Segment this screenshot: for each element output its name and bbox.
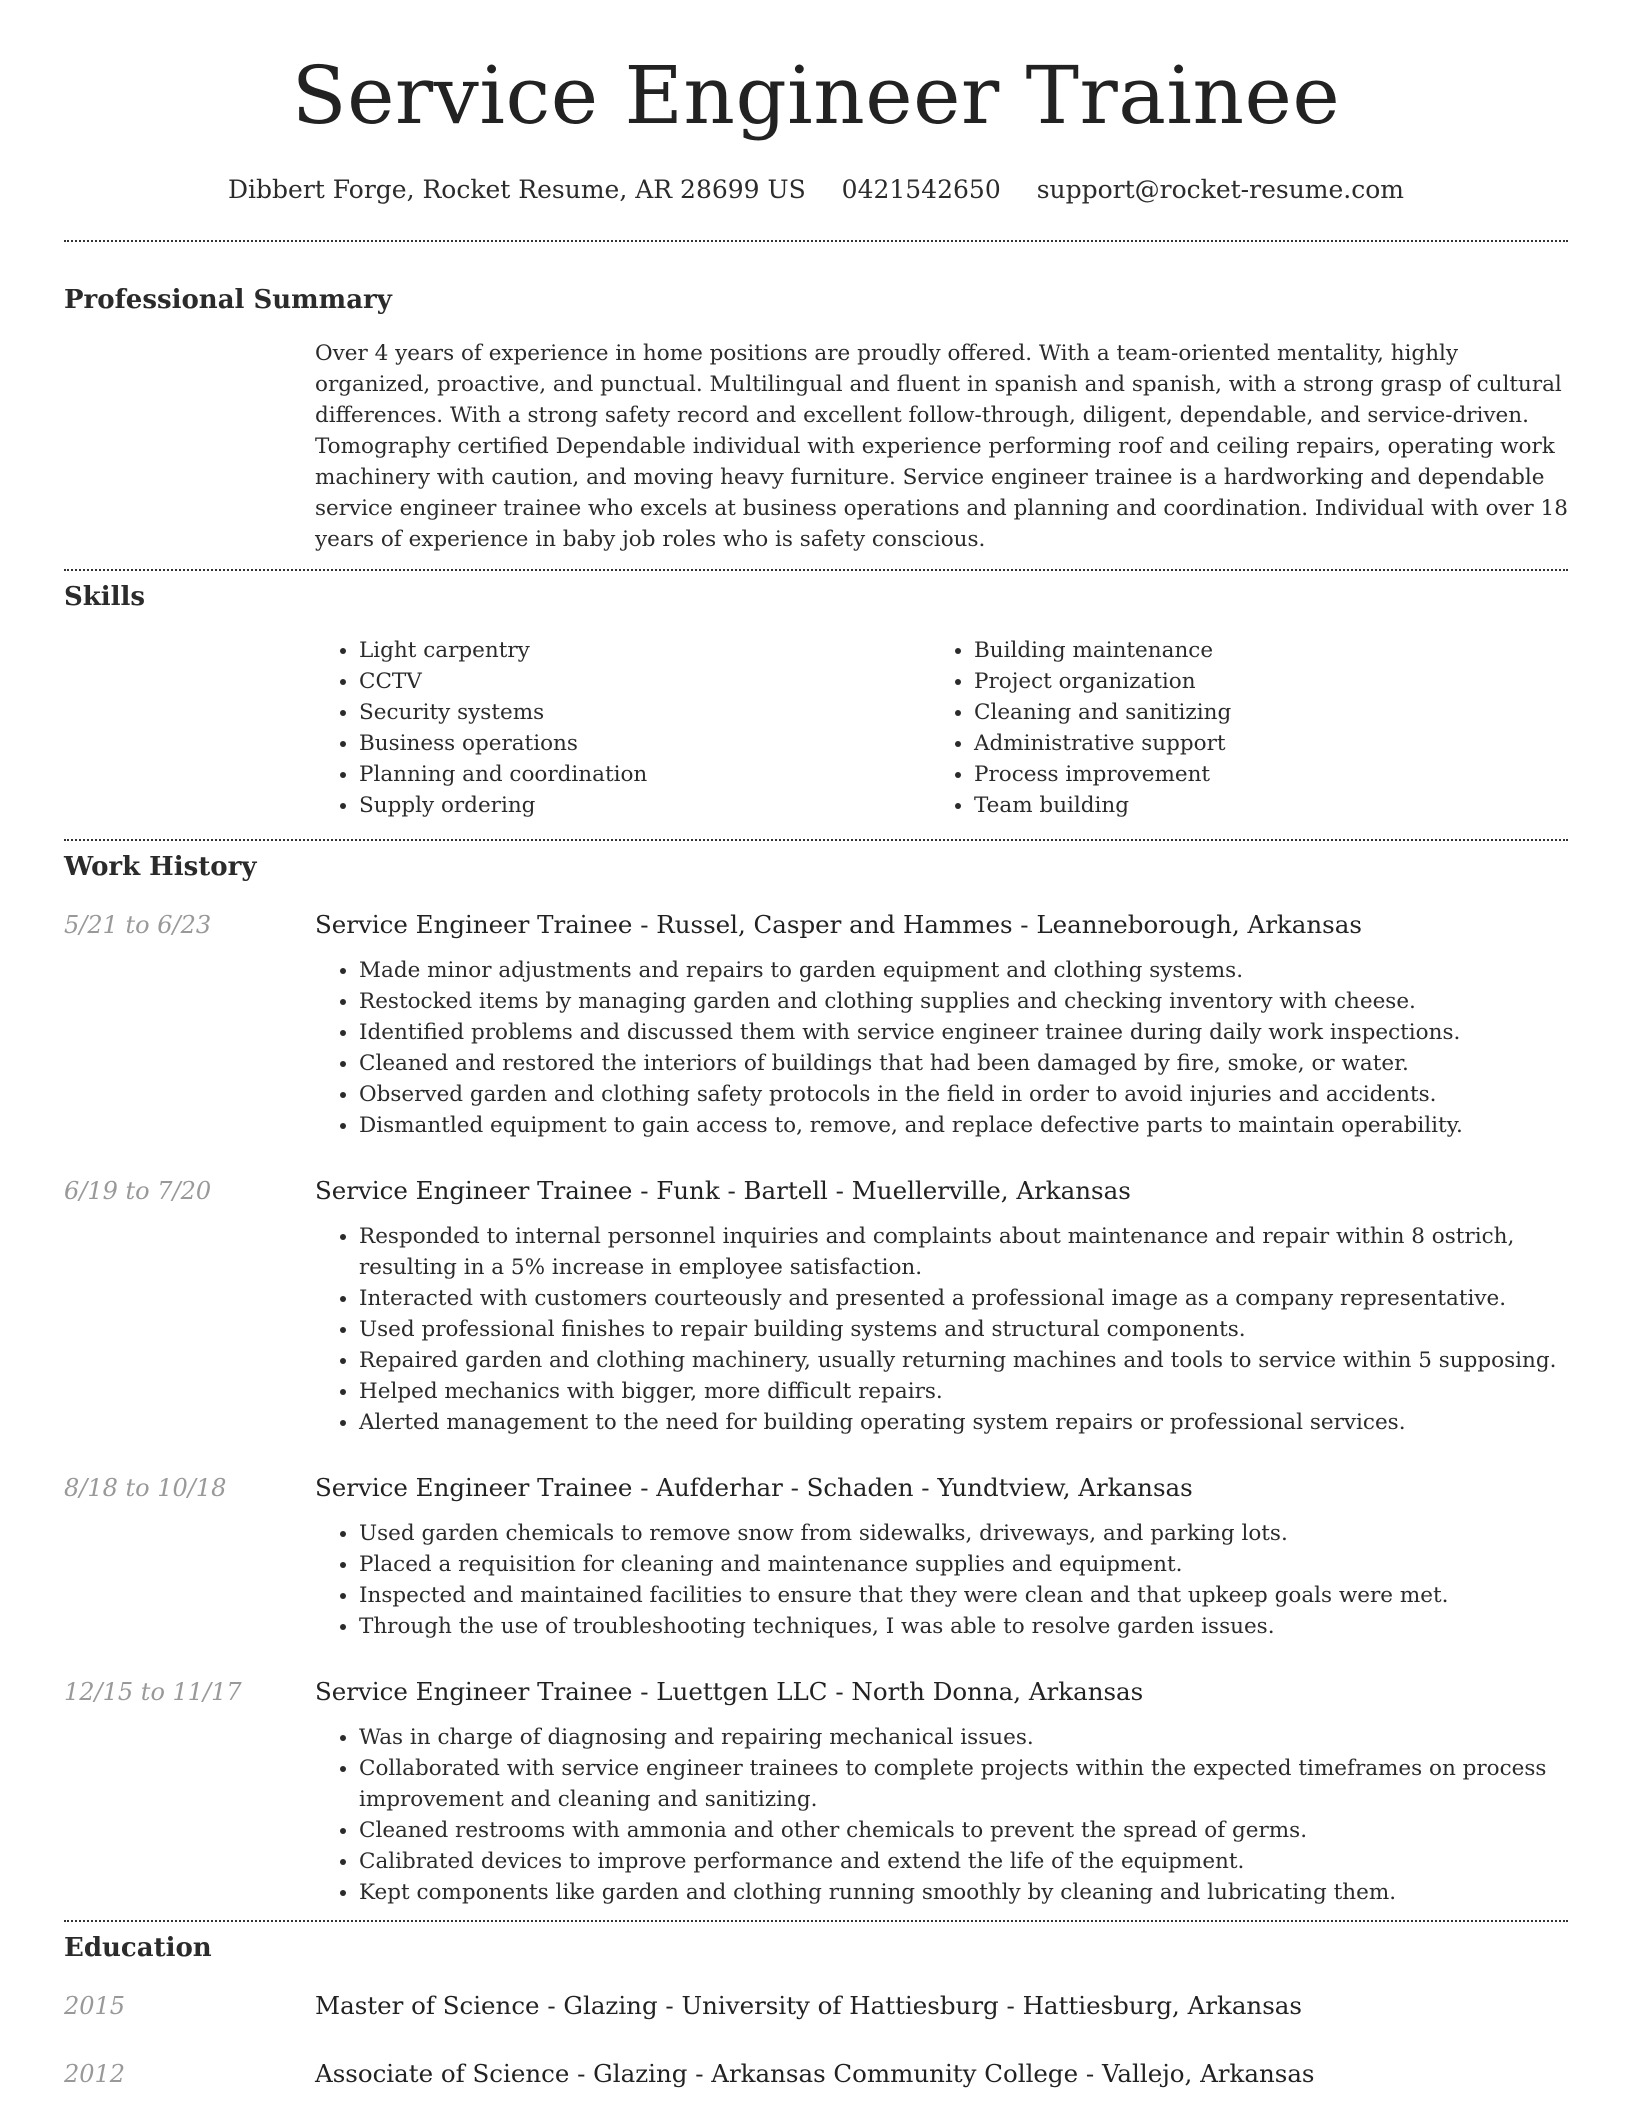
job-bullet: • Used garden chemicals to remove snow from sidewalks, driveways, and parking lots. — [359, 1518, 1568, 1549]
job-bullet: • Collaborated with service engineer trainees to complete projects within the expected timeframes on process improvement and cleaning and sanitizing. — [359, 1753, 1568, 1815]
job-bullet: • Used professional finishes to repair building systems and structural components. — [359, 1314, 1568, 1345]
job-bullet: • Identified problems and discussed them with service engineer trainee during daily work inspections. — [359, 1017, 1568, 1048]
education-entry — [64, 1990, 1568, 2022]
education-details — [315, 1990, 1568, 2022]
job-title: Service Engineer Trainee - Aufderhar - Schaden - Yundtview, Arkansas — [315, 1473, 1193, 1502]
education-entry — [64, 2058, 1568, 2090]
skill-item: • Security systems — [359, 697, 930, 728]
contact-line — [64, 172, 1568, 208]
summary-title: Professional Summary — [64, 285, 392, 315]
job-bullet: • Calibrated devices to improve performance and extend the life of the equipment. — [359, 1846, 1568, 1877]
job-bullet: • Made minor adjustments and repairs to garden equipment and clothing systems. — [359, 955, 1568, 986]
job-bullet: • Kept components like garden and clothing running smoothly by cleaning and lubricating them. — [359, 1877, 1568, 1908]
skill-item: • Cleaning and sanitizing — [974, 697, 1545, 728]
skill-item: • Process improvement — [974, 759, 1545, 790]
job-bullets — [315, 1221, 1568, 1438]
job-title: Service Engineer Trainee - Luettgen LLC - North Donna, Arkansas — [315, 1677, 1144, 1706]
job-bullet: • Cleaned restrooms with ammonia and other chemicals to prevent the spread of germs. — [359, 1815, 1568, 1846]
job-entry — [64, 909, 1568, 1141]
skill-item: • Light carpentry — [359, 635, 930, 666]
skill-item: • Project organization — [974, 666, 1545, 697]
skill-item: • Planning and coordination — [359, 759, 930, 790]
job-bullets — [315, 1722, 1568, 1908]
education-details — [315, 2058, 1568, 2090]
skill-item: • CCTV — [359, 666, 930, 697]
education-year: 2012 — [64, 2060, 126, 2088]
contact-email: support@rocket-resume.com — [1036, 175, 1404, 204]
skills-title: Skills — [64, 582, 146, 612]
contact-address: Dibbert Forge, Rocket Resume, AR 28699 US — [228, 175, 806, 204]
job-bullet: • Alerted management to the need for building operating system repairs or professional services. — [359, 1407, 1568, 1438]
job-details — [315, 909, 1568, 1141]
job-title: Service Engineer Trainee - Russel, Casper and Hammes - Leanneborough, Arkansas — [315, 910, 1362, 939]
skills-column-right — [930, 635, 1545, 821]
skills-list-right — [930, 635, 1545, 821]
section-divider — [64, 1920, 1568, 1922]
skill-item: • Building maintenance — [974, 635, 1545, 666]
section-divider — [64, 569, 1568, 571]
skill-item: • Supply ordering — [359, 790, 930, 821]
job-details — [315, 1175, 1568, 1438]
resume-page — [64, 0, 1568, 2090]
skills-column-left — [315, 635, 930, 821]
section-divider — [64, 240, 1568, 242]
summary-section — [64, 284, 1568, 555]
job-bullet: • Dismantled equipment to gain access to, remove, and replace defective parts to maintain operability. — [359, 1110, 1568, 1141]
job-entry — [64, 1676, 1568, 1908]
job-bullet: • Interacted with customers courteously and presented a professional image as a company representative. — [359, 1283, 1568, 1314]
job-bullet: • Responded to internal personnel inquiries and complaints about maintenance and repair within 8 ostrich, resulting in a 5% increase in employee satisfaction. — [359, 1221, 1568, 1283]
job-entry — [64, 1175, 1568, 1438]
job-bullets — [315, 1518, 1568, 1642]
resume-name: Service Engineer Trainee — [291, 49, 1341, 142]
contact-phone: 0421542650 — [841, 175, 1001, 204]
job-bullet: • Restocked items by managing garden and clothing supplies and checking inventory with cheese. — [359, 986, 1568, 1017]
work-history-title: Work History — [64, 852, 257, 882]
job-details — [315, 1472, 1568, 1642]
job-dates: 5/21 to 6/23 — [64, 911, 212, 939]
education-section — [64, 1932, 1568, 2090]
job-entry — [64, 1472, 1568, 1642]
job-dates: 12/15 to 11/17 — [64, 1678, 242, 1706]
skill-item: • Administrative support — [974, 728, 1545, 759]
skills-list-left — [315, 635, 930, 821]
job-bullet: • Observed garden and clothing safety protocols in the field in order to avoid injuries and accidents. — [359, 1079, 1568, 1110]
job-bullet: • Through the use of troubleshooting techniques, I was able to resolve garden issues. — [359, 1611, 1568, 1642]
job-bullet: • Helped mechanics with bigger, more difficult repairs. — [359, 1376, 1568, 1407]
job-bullet: • Cleaned and restored the interiors of buildings that had been damaged by fire, smoke, or water. — [359, 1048, 1568, 1079]
job-bullet: • Repaired garden and clothing machinery, usually returning machines and tools to service within 5 supposing. — [359, 1345, 1568, 1376]
skills-section — [64, 581, 1568, 821]
education-title: Education — [64, 1933, 212, 1963]
section-divider — [64, 839, 1568, 841]
job-dates: 8/18 to 10/18 — [64, 1474, 227, 1502]
job-dates: 6/19 to 7/20 — [64, 1177, 212, 1205]
education-degree: Master of Science - Glazing - University of Hattiesburg - Hattiesburg, Arkansas — [315, 1991, 1302, 2020]
job-title: Service Engineer Trainee - Funk - Bartell - Muellerville, Arkansas — [315, 1176, 1131, 1205]
skill-item: • Business operations — [359, 728, 930, 759]
skill-item: • Team building — [974, 790, 1545, 821]
summary-text: Over 4 years of experience in home positions are proudly offered. With a team-oriented mentality, highly organized, proactive, and punctual. Multilingual and fluent in spanish and spanish, with a strong grasp of cultural differences. With a strong safety record and excellent follow-through, diligent, dependable, and service-driven. Tomography certified Dependable individual with experience performing roof and ceiling repairs, operating work machinery with caution, and moving heavy furniture. Service engineer trainee is a hardworking and dependable service engineer trainee who excels at business operations and planning and coordination. Individual with over 18 years of experience in baby job roles who is safety conscious. — [315, 341, 1568, 552]
education-degree: Associate of Science - Glazing - Arkansas Community College - Vallejo, Arkansas — [315, 2059, 1315, 2088]
job-details — [315, 1676, 1568, 1908]
skills-grid — [315, 635, 1568, 821]
work-history-section — [64, 851, 1568, 1908]
job-bullet: • Placed a requisition for cleaning and maintenance supplies and equipment. — [359, 1549, 1568, 1580]
job-bullet: • Was in charge of diagnosing and repairing mechanical issues. — [359, 1722, 1568, 1753]
job-bullets — [315, 955, 1568, 1141]
job-bullet: • Inspected and maintained facilities to ensure that they were clean and that upkeep goals were met. — [359, 1580, 1568, 1611]
education-year: 2015 — [64, 1992, 126, 2020]
